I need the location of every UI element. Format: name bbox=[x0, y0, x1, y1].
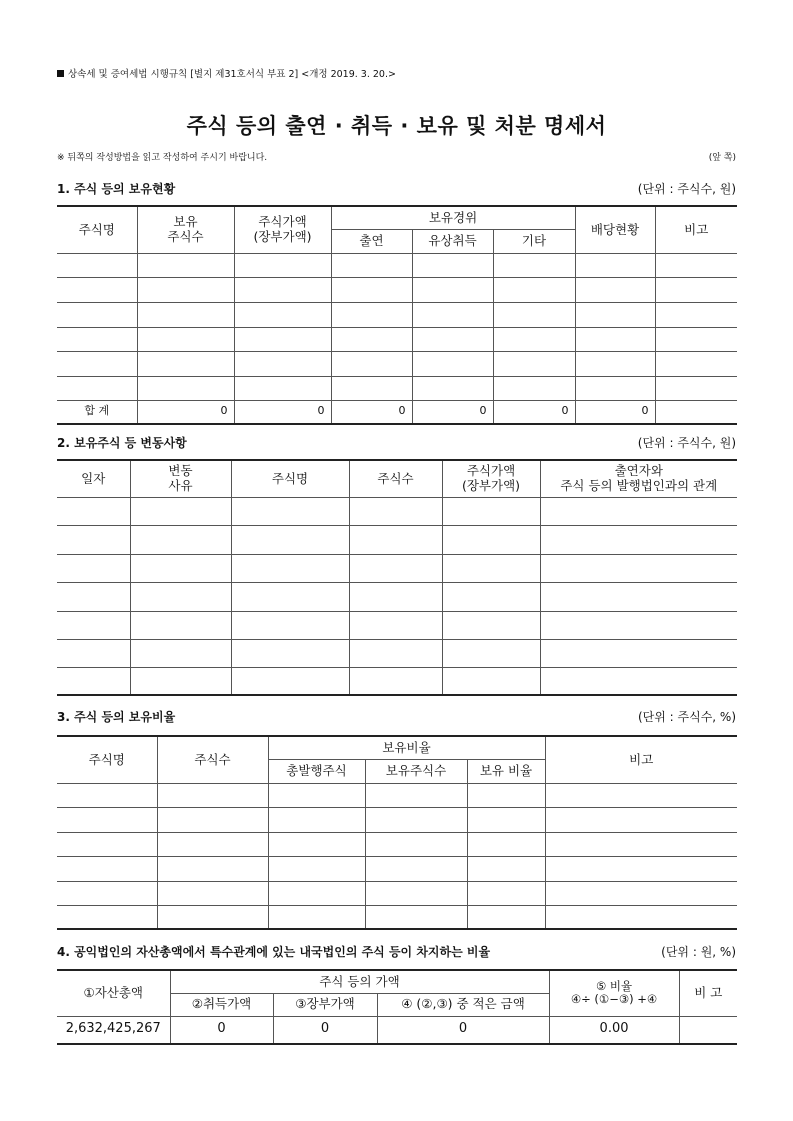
table-row[interactable] bbox=[57, 376, 737, 400]
total-label: 합 계 bbox=[57, 400, 137, 424]
table-row[interactable] bbox=[57, 832, 737, 856]
total-contribution: 0 bbox=[331, 400, 412, 424]
total-held-shares: 0 bbox=[137, 400, 234, 424]
ratio-value: 0.00 bbox=[549, 1016, 679, 1044]
total-dividend: 0 bbox=[575, 400, 655, 424]
table-row[interactable] bbox=[57, 611, 737, 639]
col-paid-acquisition: 유상취득 bbox=[412, 229, 493, 253]
regulation-text: 상속세 및 증여세법 시행규칙 [별지 제31호서식 부표 2] <개정 2019. 3. 20.> bbox=[68, 69, 396, 80]
col-remarks: 비고 bbox=[655, 206, 737, 253]
asset-ratio-table bbox=[57, 969, 737, 1045]
section4-unit: (단위 : 원, %) bbox=[661, 945, 736, 959]
col-total-assets: ①자산총액 bbox=[57, 970, 170, 1016]
col-stock-name: 주식명 bbox=[57, 736, 157, 783]
table-row[interactable] bbox=[57, 881, 737, 905]
table-row[interactable] bbox=[57, 351, 737, 376]
section2-unit: (단위 : 주식수, 원) bbox=[637, 436, 736, 450]
book-value: 0 bbox=[273, 1016, 377, 1044]
table-row[interactable] bbox=[57, 525, 737, 554]
table-row[interactable] bbox=[57, 582, 737, 611]
acquisition-value: 0 bbox=[170, 1016, 273, 1044]
col-held-ratio: 보유 비율 bbox=[467, 759, 545, 783]
instruction-note: ※ 뒤쪽의 작성방법을 읽고 작성하여 주시기 바랍니다. bbox=[57, 153, 268, 163]
total-row bbox=[57, 400, 737, 424]
total-other: 0 bbox=[493, 400, 575, 424]
col-dividend: 배당현황 bbox=[575, 206, 655, 253]
table-row[interactable] bbox=[57, 253, 737, 277]
section2-title: 2. 보유주식 등 변동사항 bbox=[57, 436, 187, 450]
table-row[interactable] bbox=[57, 327, 737, 351]
table-row[interactable] bbox=[57, 856, 737, 881]
col-stock-name: 주식명 bbox=[231, 460, 349, 497]
section1-title: 1. 주식 등의 보유현황 bbox=[57, 182, 176, 196]
col-other: 기타 bbox=[493, 229, 575, 253]
form-title: 주식 등의 출연 · 취득 · 보유 및 처분 명세서 bbox=[186, 114, 607, 138]
col-held-shares: 보유주식수 bbox=[365, 759, 467, 783]
table-row[interactable] bbox=[57, 639, 737, 667]
col-relation: 출연자와 주식 등의 발행법인과의 관계 bbox=[540, 460, 737, 497]
table-row[interactable] bbox=[57, 554, 737, 582]
changes-table bbox=[57, 459, 737, 696]
table-row[interactable] bbox=[57, 497, 737, 525]
lesser-value: 0 bbox=[377, 1016, 549, 1044]
square-bullet-icon bbox=[57, 70, 64, 77]
section3-unit: (단위 : 주식수, %) bbox=[637, 710, 736, 724]
col-book-value: ③장부가액 bbox=[273, 993, 377, 1016]
section4-title: 4. 공익법인의 자산총액에서 특수관계에 있는 내국법인의 주식 등이 차지하는 비율 bbox=[57, 945, 491, 959]
page-side-label: (앞 쪽) bbox=[708, 153, 736, 163]
col-remarks: 비 고 bbox=[679, 970, 737, 1016]
table-row[interactable] bbox=[57, 783, 737, 807]
table-row[interactable] bbox=[57, 277, 737, 302]
col-remarks: 비고 bbox=[545, 736, 737, 783]
holdings-table bbox=[57, 205, 737, 425]
col-total-issued: 총발행주식 bbox=[268, 759, 365, 783]
section1-unit: (단위 : 주식수, 원) bbox=[637, 182, 736, 196]
table-row[interactable] bbox=[57, 667, 737, 695]
col-face-value: 주식가액 (장부가액) bbox=[234, 206, 331, 253]
col-contribution: 출연 bbox=[331, 229, 412, 253]
table-row bbox=[57, 1016, 737, 1044]
total-paid-acquisition: 0 bbox=[412, 400, 493, 424]
section3-title: 3. 주식 등의 보유비율 bbox=[57, 710, 176, 724]
regulation-header bbox=[57, 66, 396, 80]
total-assets-value: 2,632,425,267 bbox=[57, 1016, 170, 1044]
col-acquisition-value: ②취득가액 bbox=[170, 993, 273, 1016]
col-held-shares: 보유 주식수 bbox=[137, 206, 234, 253]
table-row[interactable] bbox=[57, 905, 737, 929]
remarks-value bbox=[679, 1016, 737, 1044]
col-face-value: 주식가액 (장부가액) bbox=[442, 460, 540, 497]
col-ratio: ⑤ 비율 ④÷ (①−③) +④ bbox=[549, 970, 679, 1016]
col-holding-reason: 보유경위 bbox=[331, 206, 575, 229]
col-stock-value: 주식 등의 가액 bbox=[170, 970, 549, 993]
col-shares: 주식수 bbox=[157, 736, 268, 783]
col-lesser-value: ④ (②,③) 중 적은 금액 bbox=[377, 993, 549, 1016]
table-row[interactable] bbox=[57, 807, 737, 832]
table-row[interactable] bbox=[57, 302, 737, 327]
ratio-table bbox=[57, 735, 737, 930]
col-date: 일자 bbox=[57, 460, 130, 497]
col-change-reason: 변동 사유 bbox=[130, 460, 231, 497]
col-stock-name: 주식명 bbox=[57, 206, 137, 253]
total-face-value: 0 bbox=[234, 400, 331, 424]
col-holding-ratio: 보유비율 bbox=[268, 736, 545, 759]
col-shares: 주식수 bbox=[349, 460, 442, 497]
